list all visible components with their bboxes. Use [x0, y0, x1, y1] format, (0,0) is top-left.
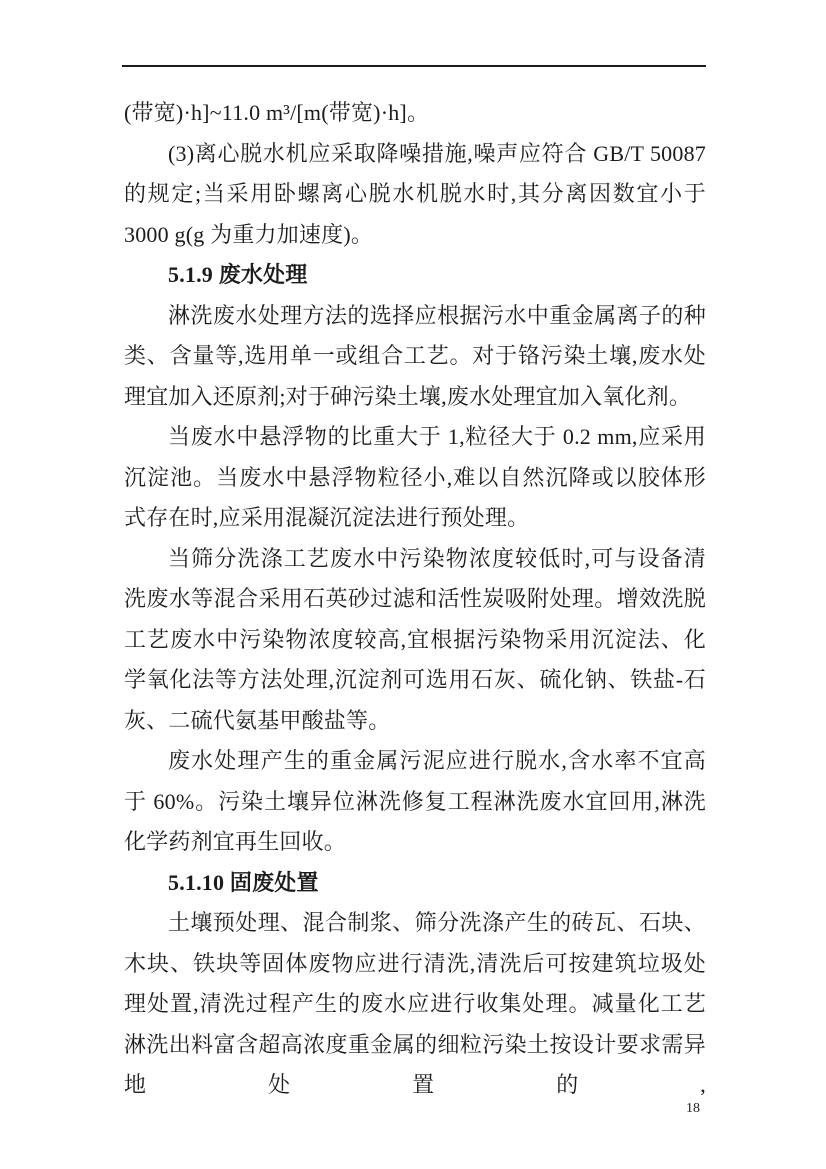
document-body — [124, 93, 706, 1106]
paragraph-screening-washing-treatment: 当筛分洗涤工艺废水中污染物浓度较低时,可与设备清洗废水等混合采用石英砂过滤和活性炭吸附处理。增效洗脱工艺废水中污染物浓度较高,宜根据污染物采用沉淀法、化学氧化法等方法处理,沉淀剂可选用石灰、硫化钠、铁盐-石灰、二硫代氨基甲酸盐等。 — [124, 545, 706, 733]
paragraph-sludge-dewatering-recycling: 废水处理产生的重金属污泥应进行脱水,含水率不宜高于 60%。污染土壤异位淋洗修复工程淋洗废水宜回用,淋洗化学药剂宜再生回收。 — [124, 748, 706, 854]
heading-5-1-10-solid-waste-disposal: 5.1.10 固废处置 — [168, 869, 319, 895]
paragraph-suspended-solids-sedimentation: 当废水中悬浮物的比重大于 1,粒径大于 0.2 mm,应采用沉淀池。当废水中悬浮物粒径小,难以自然沉降或以胶体形式存在时,应采用混凝沉淀法进行预处理。 — [124, 424, 706, 530]
paragraph-washing-wastewater-method: 淋洗废水处理方法的选择应根据污水中重金属离子的种类、含量等,选用单一或组合工艺。对于铬污染土壤,废水处理宜加入还原剂;对于砷污染土壤,废水处理宜加入氧化剂。 — [124, 302, 706, 409]
continuation-paragraph-bandwidth-formula: (带宽)·h]~11.0 m³/[m(带宽)·h]。 — [124, 100, 430, 125]
paragraph-centrifuge-noise-control: (3)离心脱水机应采取降噪措施,噪声应符合 GB/T 50087 的规定;当采用卧螺离心脱水机脱水时,其分离因数宜小于 3000 g(g 为重力加速度)。 — [124, 140, 706, 247]
heading-5-1-9-wastewater-treatment: 5.1.9 废水处理 — [168, 262, 308, 287]
header-rule — [122, 65, 706, 67]
page-number: 18 — [686, 1101, 700, 1116]
paragraph-solid-waste-handling: 土壤预处理、混合制浆、筛分洗涤产生的砖瓦、石块、木块、铁块等固体废物应进行清洗,清洗后可按建筑垃圾处理处置,清洗过程产生的废水应进行收集处理。减量化工艺淋洗出料富含超高浓度重金属的细粒污染土按设计要求需异地处置的, — [124, 910, 706, 1097]
